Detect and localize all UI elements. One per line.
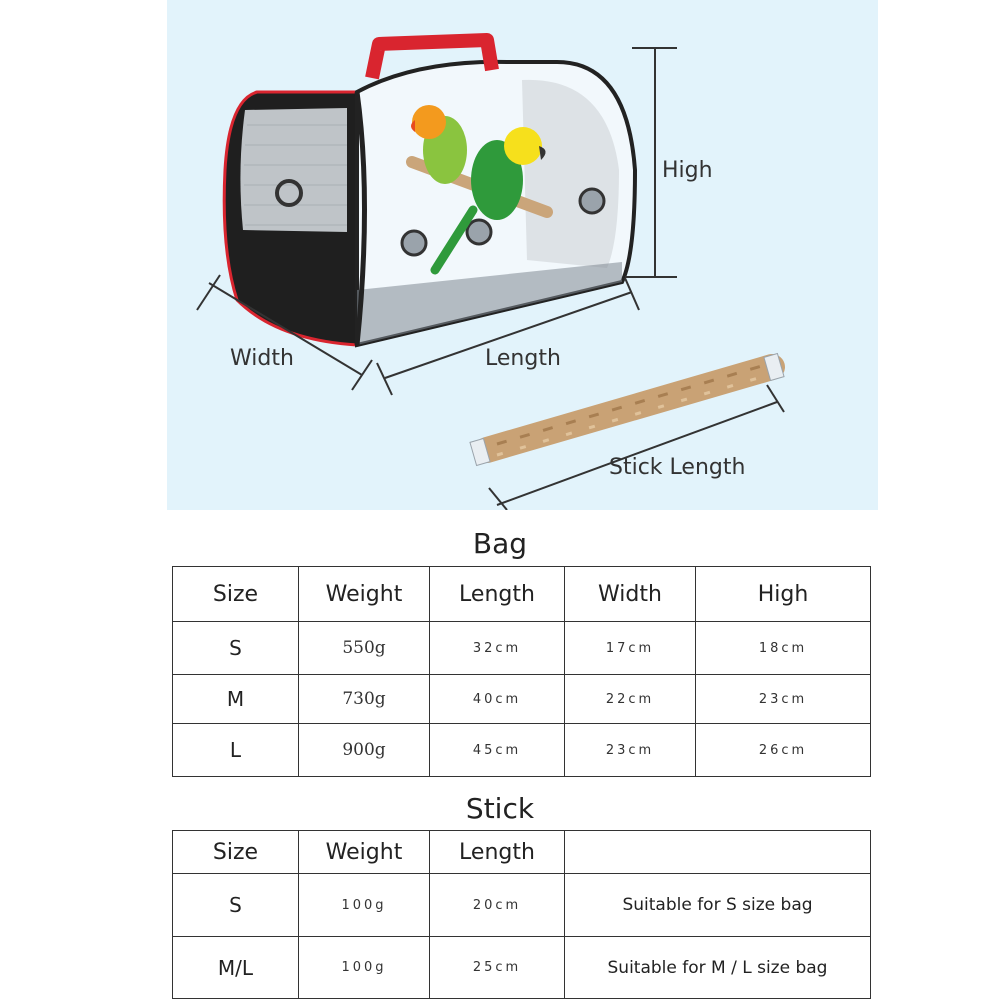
stick-length-cell: 20cm (430, 874, 565, 937)
stick-length-cell: 25cm (430, 937, 565, 999)
bag-width-cell: 23cm (565, 724, 696, 777)
bag-section-title: Bag (472, 527, 528, 560)
stick-size-cell: M/L (173, 937, 299, 999)
bag-high-cell: 23cm (696, 675, 871, 724)
width-label: Width (230, 346, 294, 371)
stick-header-size: Size (173, 831, 299, 874)
pet-carrier-bag-icon (224, 40, 635, 345)
stick-header-weight: Weight (299, 831, 430, 874)
table-row (173, 675, 871, 724)
bag-size-cell: L (173, 724, 299, 777)
high-label: High (662, 158, 713, 183)
bag-weight-cell: 730g (299, 675, 430, 724)
bag-high-cell: 26cm (696, 724, 871, 777)
bag-header-size: Size (173, 567, 299, 622)
bag-length-cell: 32cm (430, 622, 565, 675)
bag-high-cell: 18cm (696, 622, 871, 675)
bag-length-cell: 40cm (430, 675, 565, 724)
bag-length-cell: 45cm (430, 724, 565, 777)
stick-section-title: Stick (465, 792, 535, 825)
stick-suitability-cell: Suitable for S size bag (565, 874, 871, 937)
table-row (173, 937, 871, 999)
bag-weight-cell: 550g (299, 622, 430, 675)
bag-header-row (173, 567, 871, 622)
bag-header-length: Length (430, 567, 565, 622)
illustration-drawing (167, 0, 878, 510)
stick-weight-cell: 100g (299, 937, 430, 999)
stick-suitability-cell: Suitable for M / L size bag (565, 937, 871, 999)
bag-width-cell: 17cm (565, 622, 696, 675)
stick-spec-table (172, 830, 871, 999)
bag-size-cell: S (173, 622, 299, 675)
bag-header-weight: Weight (299, 567, 430, 622)
bag-spec-table (172, 566, 871, 777)
stick-weight-cell: 100g (299, 874, 430, 937)
stick-header-row (173, 831, 871, 874)
table-row (173, 874, 871, 937)
length-label: Length (485, 346, 561, 371)
bag-width-cell: 22cm (565, 675, 696, 724)
stick-size-cell: S (173, 874, 299, 937)
stick-header-length: Length (430, 831, 565, 874)
stick-length-label: Stick Length (609, 455, 746, 480)
stick-header-blank (565, 831, 871, 874)
bag-size-cell: M (173, 675, 299, 724)
table-row (173, 622, 871, 675)
bag-header-high: High (696, 567, 871, 622)
table-row (173, 724, 871, 777)
bag-header-width: Width (565, 567, 696, 622)
product-illustration (167, 0, 878, 510)
bag-weight-cell: 900g (299, 724, 430, 777)
